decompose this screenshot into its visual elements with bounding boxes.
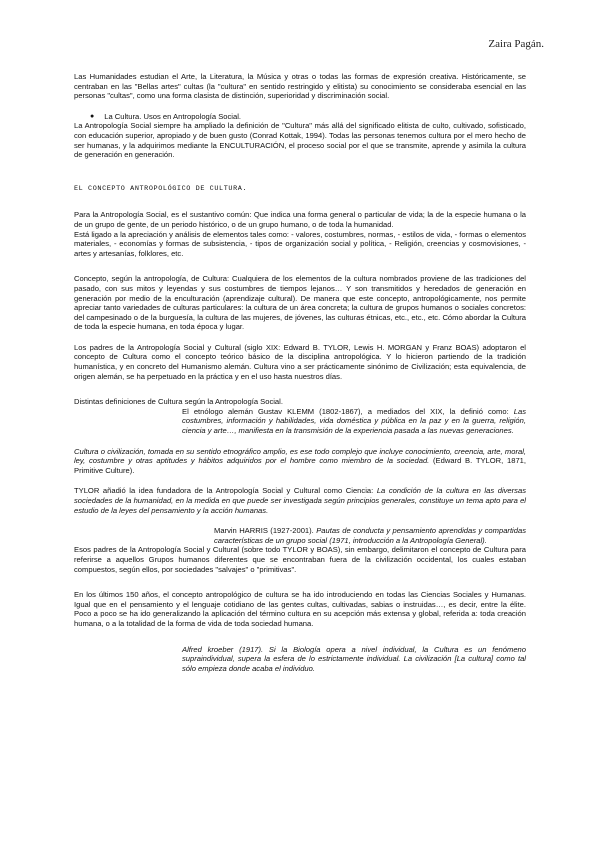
quote-kroeber	[182, 645, 526, 674]
quote-tylor-text: Cultura o civilización, tomada en su sentido etnográfico amplio, es ese todo complejo que incluye conocimiento, creencia, arte, moral, ley, costumbre y otras aptitudes y hábitos adquiridos por el hombre como miembro de la sociedad.	[74, 446, 526, 466]
paragraph-concepto: Concepto, según la antropología, de Cultura: Cualquiera de los elementos de la cultura nombrados proviene de las tradiciones del pasado, con sus mitos y leyendas y sus costumbres de tiempos lejanos… Y son transmitidos y heredados de generación en generación por medio de la enculturación (aprendizaje cultural). De manera que este concepto, antropológicamente, nos permite apreciar tanto variedades de culturas particulares: la cultura de un área concreta; la cultura de grupos humanos o sociales concretos: del campesinado o de la burguesía, la cultura de las mujeres, de jóvenes, las culturas étnicas, etc., etc., etc. Cómo abordar la Cultura de toda la especie humana, en toda época y lugar.	[74, 274, 526, 332]
quote-harris	[214, 526, 526, 545]
document-body	[74, 72, 526, 673]
paragraph-ciencia	[74, 486, 526, 515]
section-heading: EL CONCEPTO ANTROPOLÓGICO DE CULTURA.	[74, 184, 248, 193]
quote-harris-author: Marvin HARRIS (1927-2001).	[214, 526, 317, 536]
quote-klemm-intro: El etnólogo alemán Gustav KLEMM (1802-1867), a mediados del XIX, la definió como:	[182, 406, 514, 416]
paragraph-delimitaron: Esos padres de la Antropología Social y Cultural (sobre todo TYLOR y BOAS), sin embargo, delimitaron el concepto de Cultura para referirse a aquellos Grupos humanos diferentes que se encontraban fuera de la civilización occidental, los cuales estaban compuestos, según ellos, por sociedades "salvajes" o "primitivas".	[74, 545, 526, 574]
paragraph-ultimos-anos: En los últimos 150 años, el concepto antropológico de cultura se ha ido introduciendo en todas las Ciencias Sociales y Humanas. Igual que en el pensamiento y el lenguaje cotidiano de las gentes cultas, cultivadas, sabias o instruidas…, es decir, entre la élite. Poco a poco se ha ido generalizando la aplicación del término cultura en su acepción más extensa y global, referida a: toda creación humana, o a la totalidad de la forma de vida de toda sociedad humana.	[74, 590, 526, 628]
paragraph-ciencia-intro: TYLOR añadió la idea fundadora de la Antropología Social y Cultural como Ciencia:	[74, 486, 377, 496]
quote-klemm	[182, 407, 526, 436]
quote-harris-text: Pautas de conducta y pensamiento aprendidas y compartidas características de un grupo social (1971, introducción a la Antropología General).	[214, 526, 526, 545]
bullet-text: La Cultura. Usos en Antropología Social.	[104, 111, 242, 121]
bullet-icon: ●	[90, 112, 95, 120]
quote-tylor	[74, 447, 526, 476]
paragraph-antropologia: La Antropología Social siempre ha ampliado la definición de "Cultura" más allá del significado elitista de culto, cultivado, sofisticado, con educación superior, apropiado y de buen gusto (Conrad Kottak, 1994). Todas las personas tenemos cultura por el mero hecho de ser humanas, y la adquirimos mediante la ENCULTURACIÓN, el proceso social por el que se transmite, aprende y asimila la cultura de generación en generación.	[74, 121, 526, 160]
paragraph-humanidades: Las Humanidades estudian el Arte, la Literatura, la Música y otras o todas las formas de expresión creativa. Históricamente, se centraban en las "Bellas artes" cultas (la "cultura" en sentido restringido y elitista) su conocimiento se consideraba esencial en las personas "cultas", como una forma clasista de distinción, superioridad y discriminación social.	[74, 72, 526, 101]
paragraph-ciencia-quote: La condición de la cultura en las diversas sociedades de la humanidad, en la medida en que puede ser investigada según principios generales, constituye un tema apto para el estudio de la leyes del pensamiento y la acción humanas.	[74, 486, 526, 515]
quote-klemm-text: Las costumbres, información y habilidades, vida doméstica y pública en la paz y en la guerra, religión, ciencia y arte…, manifiesta en la transmisión de la experiencia pasada a las nuevas generaciones.	[182, 406, 526, 436]
paragraph-padres: Los padres de la Antropología Social y Cultural (siglo XIX: Edward B. TYLOR, Lewis H. MORGAN y Franz BOAS) adoptaron el concepto de Cultura como el concepto teórico básico de la disciplina antropológica. Y lo hicieron partiendo de la tradición humanística, y en concreto del Humanismo alemán. Cultura vino a ser prácticamente sinónimo de Civilización; esta equivalencia, de origen alemán, se ha perpetuado en la práctica y en el uso hasta nuestros días.	[74, 342, 526, 381]
paragraph-definiciones: Distintas definiciones de Cultura según la Antropología Social.	[74, 397, 283, 407]
bullet-item	[74, 112, 526, 122]
paragraph-sustantivo: Para la Antropología Social, es el sustantivo común: Que indica una forma general o particular de vida; la de la especie humana o la de un grupo de gente, de un periodo histórico, o de un grupo humano, o de toda la humanidad.	[74, 210, 526, 229]
quote-tylor-source: (Edward B. TYLOR, 1871, Primitive Culture).	[74, 456, 526, 475]
quote-kroeber-text: Alfred kroeber (1917). Si la Biología opera a nivel individual, la Cultura es un fenómeno supraindividual, supera la esfera de lo estrictamente individual. La civilización [La cultura] como tal sólo empieza donde acaba el individuo.	[182, 644, 526, 673]
paragraph-elementos: Está ligado a la apreciación y análisis de elementos tales como: - valores, costumbres, normas, - estilos de vida, - formas o elementos materiales, - economías y formas de subsistencia, - tipos de organización social y política, - Religión, creencias y cosmovisiones, - artes y artesanías, folklores, etc.	[74, 229, 526, 258]
author-name: Zaira Pagán.	[488, 38, 544, 50]
